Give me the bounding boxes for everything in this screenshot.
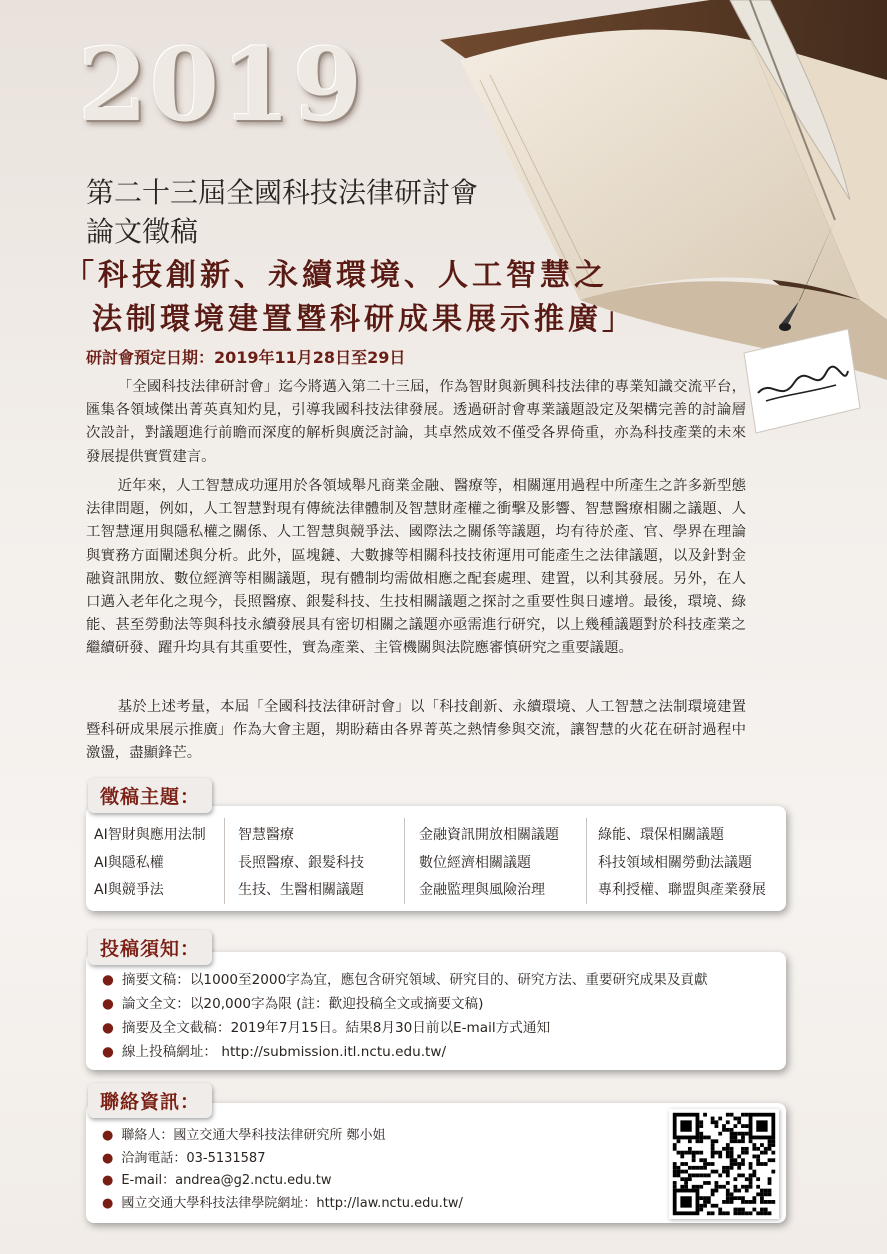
submission-url[interactable]: 線上投稿網址： http://submission.itl.nctu.edu.tw/ bbox=[121, 1044, 447, 1060]
conference-date: 研討會預定日期：2019年11月28日至29日 bbox=[86, 348, 406, 367]
topic-item: 專利授權、聯盟與產業發展 bbox=[598, 882, 766, 898]
signature-card bbox=[736, 323, 864, 438]
intro-paragraph: 「全國科技法律研討會」迄今將邁入第二十三屆，作為智財與新興科技法律的專業知識交流平台，匯集各領域傑出菁英真知灼見，引導我國科技法律發展。透過研討會專業議題設定及架構完善的討論層次設計，對議題進行前瞻而深度的解析與廣泛討論，其卓然成效不僅受各界倚重，亦為科技產業的未來發展提供實質建言。 bbox=[86, 379, 746, 465]
qr-code-icon bbox=[669, 1109, 779, 1219]
topics-panel bbox=[86, 806, 786, 911]
list-item bbox=[102, 968, 708, 992]
topic-item: AI與隱私權 bbox=[94, 854, 164, 871]
topic-item: 數位經濟相關議題 bbox=[419, 854, 531, 871]
list-item bbox=[102, 1193, 463, 1216]
topic-item: 智慧醫療 bbox=[238, 827, 294, 843]
theme-line-2: 法制環境建置暨科研成果展示推廣」 bbox=[92, 302, 636, 337]
topic-item: AI智財與應用法制 bbox=[94, 827, 206, 843]
column-divider bbox=[586, 818, 587, 904]
list-item-text: 論文全文：以20,000字為限 (註：歡迎投稿全文或摘要文稿) bbox=[121, 996, 484, 1012]
contact-website[interactable]: 國立交通大學科技法律學院網址：http://law.nctu.edu.tw/ bbox=[121, 1195, 463, 1211]
topics-heading: 徵稿主題： bbox=[88, 778, 212, 813]
qr-code[interactable] bbox=[669, 1109, 779, 1219]
column-divider bbox=[404, 818, 405, 904]
contact-person: 聯絡人：國立交通大學科技法律研究所 鄭小姐 bbox=[121, 1128, 386, 1143]
topic-item: 科技領域相關勞動法議題 bbox=[598, 854, 752, 871]
bullet-icon: ● bbox=[102, 1044, 114, 1060]
list-item bbox=[102, 1016, 708, 1040]
topic-column bbox=[598, 822, 766, 905]
topic-item: 金融監理與風險治理 bbox=[419, 882, 545, 898]
background-paragraph: 近年來，人工智慧成功運用於各領域舉凡商業金融、醫療等，相關運用過程中所產生之許多新型態法律問題，例如，人工智慧對現有傳統法律體制及智慧財產權之衝擊及影響、智慧醫療相關之議題、人工智慧運用與隱私權之關係、人工智慧與競爭法、國際法之關係等議題，均有待於產、官、學界在理論與實務方面闡述與分析。此外，區塊鏈、大數據等相關科技技術運用可能產生之法律議題，以及針對金融資訊開放、數位經濟等相關議題，現有體制均需做相應之配套處理、建置，以利其發展。另外，在人口邁入老年化之現今，長照醫療、銀髮科技、生技相關議題之探討之重要性與日遽增。最後，環境、綠能、甚至勞動法等與科技永續發展具有密切相關之議題亦亟需進行研究，以上幾種議題對於科技產業之繼續研發、躍升均具有其重要性，實為產業、主管機關與法院應審慎研究之重要議題。 bbox=[86, 478, 746, 657]
topic-item: AI與競爭法 bbox=[94, 882, 164, 898]
year-heading: 2019 bbox=[78, 26, 365, 144]
theme-paragraph: 基於上述考量，本屆「全國科技法律研討會」以「科技創新、永續環境、人工智慧之法制環境建置暨科研成果展示推廣」作為大會主題，期盼藉由各界菁英之熱情參與交流，讓智慧的火花在研討過程中激盪，盡顯鋒芒。 bbox=[86, 699, 746, 762]
topic-column bbox=[419, 822, 559, 905]
submission-list bbox=[102, 968, 708, 1064]
contact-phone[interactable]: 洽詢電話：03-5131587 bbox=[121, 1150, 266, 1166]
bullet-icon: ● bbox=[102, 1195, 114, 1211]
event-subtitle: 論文徵稿 bbox=[86, 215, 199, 248]
submission-panel bbox=[86, 952, 786, 1070]
topic-item: 長照醫療、銀髮科技 bbox=[238, 854, 364, 871]
topic-column bbox=[238, 822, 364, 905]
column-divider bbox=[224, 818, 225, 904]
submission-heading: 投稿須知： bbox=[88, 930, 212, 965]
topic-column bbox=[94, 822, 206, 905]
list-item-text: 摘要及全文截稿：2019年7月15日。結果8月30日前以E-mail方式通知 bbox=[121, 1020, 551, 1036]
bullet-icon: ● bbox=[102, 1173, 114, 1188]
bullet-icon: ● bbox=[102, 1150, 114, 1166]
list-item bbox=[102, 1148, 463, 1171]
bullet-icon: ● bbox=[102, 996, 114, 1012]
list-item bbox=[102, 1125, 463, 1148]
list-item bbox=[102, 992, 708, 1016]
topic-item: 生技、生醫相關議題 bbox=[238, 882, 364, 898]
contact-heading: 聯絡資訊： bbox=[88, 1083, 212, 1118]
list-item-text: 摘要文稿：以1000至2000字為宜，應包含研究領域、研究目的、研究方法、重要研究成果及貢獻 bbox=[121, 972, 708, 988]
theme-line-1: 「科技創新、永續環境、人工智慧之 bbox=[64, 258, 608, 293]
list-item bbox=[102, 1170, 463, 1193]
topic-item: 綠能、環保相關議題 bbox=[598, 827, 724, 843]
bullet-icon: ● bbox=[102, 1128, 114, 1143]
list-item bbox=[102, 1040, 708, 1064]
bullet-icon: ● bbox=[102, 1020, 114, 1036]
topic-item: 金融資訊開放相關議題 bbox=[419, 827, 559, 843]
contact-list bbox=[102, 1125, 463, 1215]
contact-email[interactable]: E-mail：andrea@g2.nctu.edu.tw bbox=[121, 1173, 332, 1188]
bullet-icon: ● bbox=[102, 972, 114, 988]
event-title: 第二十三屆全國科技法律研討會 bbox=[86, 176, 479, 209]
